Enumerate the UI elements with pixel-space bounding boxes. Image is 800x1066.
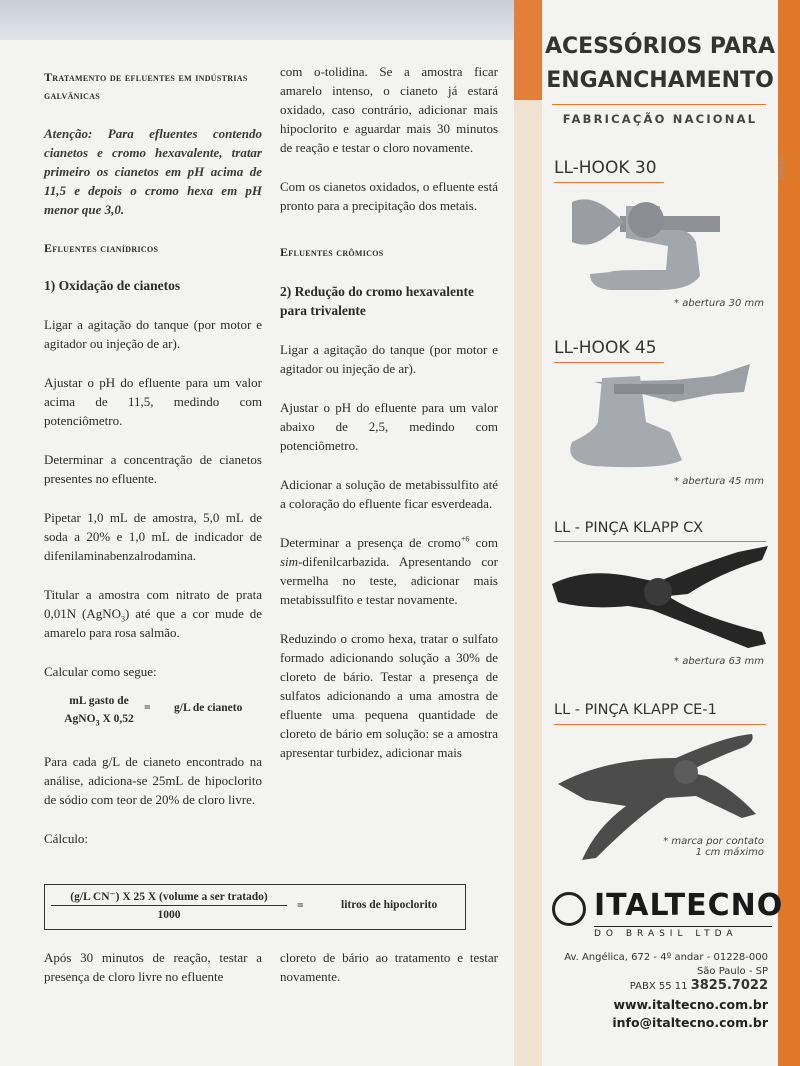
bottom-left-text: Após 30 minutos de reação, testar a presença de cloro livre no efluente (44, 950, 262, 984)
sidebar-title: ACESSÓRIOS PARA ENGANCHAMENTO (544, 34, 776, 93)
right-column (280, 62, 498, 762)
paragraph: Ligar a agitação do tanque (por motor e agitador ou injeção de ar). (44, 317, 262, 351)
product-name: LL - PINÇA KLAPP CX (554, 520, 704, 536)
klapp-cx-image (548, 544, 772, 654)
paragraph: Pipetar 1,0 mL de amostra, 5,0 mL de soda a 20% e 1,0 mL de indicador de difenilaminabenzalrodamina. (44, 510, 262, 563)
logo-subtitle: DO BRASIL LTDA (594, 926, 772, 939)
bottom-right-text: cloreto de bário ao tratamento e testar novamente. (280, 950, 498, 984)
email-link[interactable]: info@italtecno.com.br (612, 1015, 768, 1030)
product-name: LL-HOOK 30 (554, 158, 657, 178)
divider (554, 182, 664, 183)
divider (554, 724, 766, 725)
accent-strip (514, 0, 542, 1066)
formula-lhs: mL gasto de AgNO$_3$ X 0,52 (64, 695, 134, 728)
website-link[interactable]: www.italtecno.com.br (613, 997, 768, 1012)
section-heading-cyanide: Efluentes cianídricos (44, 241, 159, 255)
italtecno-logo (552, 888, 784, 944)
sidebar-ad (542, 0, 786, 1066)
formula-equals: = (297, 900, 304, 912)
step2-title: 2) Redução do cromo hexavalente para trivalente (280, 284, 474, 318)
formula-result: litros de hipoclorito (341, 899, 438, 911)
top-band (0, 0, 514, 40)
paragraph: Determinar a concentração de cianetos presentes no efluente. (44, 452, 262, 486)
paragraph: Ajustar o pH do efluente para um valor acima de 11,5, medindo com potenciômetro. (44, 375, 262, 428)
phone: PABX 55 11 3825.7022 (629, 978, 768, 993)
logo-emblem-icon (552, 892, 586, 926)
product-note: * abertura 30 mm (674, 298, 764, 309)
divider (552, 104, 766, 105)
paragraph: Titular a amostra com nitrato de prata 0,01N (AgNO$_3$) até que a cor mude de amarelo para rosa salmão. (44, 587, 262, 640)
formula-denominator: 1000 (157, 909, 181, 921)
paragraph: Adicionar a solução de metabissulfito até a coloração do efluente ficar esverdeada. (280, 477, 498, 511)
warning-text: Atenção: Para efluentes contendo cianetos e cromo hexavalente, tratar primeiro os cianetos em pH acima de 11,5 e depois o cromo hexa em pH menor que 3,0. (44, 126, 262, 217)
paragraph: Cálculo: (44, 831, 89, 846)
divider (554, 541, 766, 542)
paragraph: Ajustar o pH do efluente para um valor abaixo de 2,5, medindo com potenciômetro. (280, 400, 498, 453)
address-city: São Paulo - SP (696, 966, 768, 977)
left-column (44, 62, 262, 681)
paragraph: Determinar a presença de cromo$^{+6}$ com sim-difenilcarbazida. Apresentando cor vermelha no teste, adicionar mais metabissulfito e testar novamente. (280, 534, 498, 607)
product-name: LL-HOOK 45 (554, 338, 657, 358)
paragraph: Ligar a agitação do tanque (por motor e agitador ou injeção de ar). (280, 342, 498, 376)
formula-equals: = (144, 702, 151, 714)
formula-result: g/L de cianeto (174, 702, 243, 714)
formula-numerator: (g/L CN⁻) X 25 X (volume a ser tratado) (51, 889, 287, 906)
product-note: * marca por contato 1 cm máximo (663, 836, 764, 858)
paragraph: Para cada g/L de cianeto encontrado na análise, adiciona-se 25mL de hipoclorito de sódio com teor de 20% de cloro livre. (44, 754, 262, 807)
paragraph: Reduzindo o cromo hexa, tratar o sulfato formado adicionando solução a 30% de cloreto de bário. Testar a presença de sulfatos adicionando a uma amostra de efluente uma pequena quantidade de cloreto de bário em solução: se a amostra apresentar turbidez, adicionar mais (280, 631, 498, 760)
vertical-credit: Criativa (778, 156, 786, 181)
paragraph: Com os cianetos oxidados, o efluente está pronto para a precipitação dos metais. (280, 179, 498, 213)
product-note: * abertura 45 mm (674, 476, 764, 487)
logo-name: ITALTECNO (594, 888, 784, 923)
hook30-image (550, 190, 770, 300)
paragraph: Calcular como segue: (44, 664, 157, 679)
paragraph: com o-tolidina. Se a amostra ficar amarelo intenso, o cianeto já estará oxidado, caso contrário, adicionar mais hipoclorito e aguardar mais 30 minutos de reação e testar o cloro novamente. (280, 64, 498, 155)
step1-title: 1) Oxidação de cianetos (44, 278, 181, 293)
product-note: * abertura 63 mm (674, 656, 764, 667)
address-line: Av. Angélica, 672 - 4º andar - 01228-000 (564, 952, 768, 963)
hook45-image (554, 362, 764, 472)
product-name: LL - PINÇA KLAPP CE-1 (554, 702, 717, 718)
sidebar-subtitle: FABRICAÇÃO NACIONAL (562, 112, 758, 126)
article-heading: Tratamento de efluentes em indústrias galvânicas (44, 70, 248, 102)
hypochlorite-formula-box (44, 884, 466, 930)
section-heading-chrome: Efluentes crômicos (280, 245, 384, 259)
left-column-lower (44, 752, 262, 848)
